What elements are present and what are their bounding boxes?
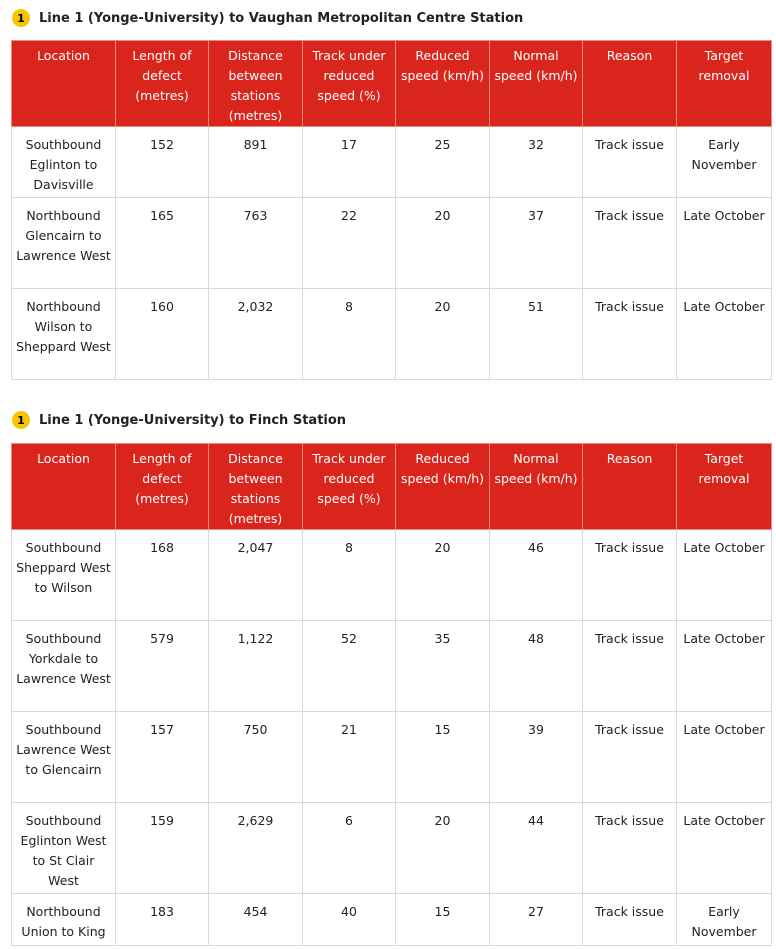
cell-track-percent: 17: [303, 127, 396, 198]
cell-distance: 2,629: [209, 803, 303, 894]
cell-reduced-speed: 20: [396, 198, 490, 289]
cell-target-removal: Late October: [677, 712, 772, 803]
cell-normal-speed: 46: [490, 530, 583, 621]
table-row: [12, 289, 772, 380]
cell-reason: Track issue: [583, 530, 677, 621]
cell-distance: 891: [209, 127, 303, 198]
cell-length: 579: [116, 621, 209, 712]
cell-reduced-speed: 15: [396, 894, 490, 946]
cell-normal-speed: 37: [490, 198, 583, 289]
column-header-track-percent: Track under reduced speed (%): [303, 444, 396, 530]
cell-length: 183: [116, 894, 209, 946]
cell-reduced-speed: 20: [396, 530, 490, 621]
cell-track-percent: 52: [303, 621, 396, 712]
column-header-target-removal: Target removal: [677, 41, 772, 127]
slow-zone-table-vaughan: [11, 40, 772, 380]
table-row: [12, 530, 772, 621]
cell-location: Northbound Glencairn to Lawrence West: [12, 198, 116, 289]
cell-length: 168: [116, 530, 209, 621]
cell-normal-speed: 48: [490, 621, 583, 712]
table-header-row: [12, 41, 772, 127]
cell-location: Southbound Lawrence West to Glencairn: [12, 712, 116, 803]
cell-track-percent: 40: [303, 894, 396, 946]
cell-reason: Track issue: [583, 289, 677, 380]
cell-normal-speed: 39: [490, 712, 583, 803]
cell-reason: Track issue: [583, 803, 677, 894]
cell-track-percent: 8: [303, 289, 396, 380]
cell-reduced-speed: 20: [396, 803, 490, 894]
cell-length: 159: [116, 803, 209, 894]
cell-location: Southbound Yorkdale to Lawrence West: [12, 621, 116, 712]
cell-length: 165: [116, 198, 209, 289]
cell-reason: Track issue: [583, 712, 677, 803]
cell-target-removal: Late October: [677, 621, 772, 712]
cell-normal-speed: 32: [490, 127, 583, 198]
line-1-badge-icon: 1: [12, 9, 30, 27]
cell-track-percent: 6: [303, 803, 396, 894]
cell-track-percent: 21: [303, 712, 396, 803]
cell-reduced-speed: 25: [396, 127, 490, 198]
cell-reduced-speed: 20: [396, 289, 490, 380]
cell-distance: 750: [209, 712, 303, 803]
column-header-location: Location: [12, 41, 116, 127]
column-header-normal-speed: Normal speed (km/h): [490, 41, 583, 127]
cell-target-removal: Late October: [677, 803, 772, 894]
column-header-target-removal: Target removal: [677, 444, 772, 530]
cell-track-percent: 22: [303, 198, 396, 289]
cell-distance: 1,122: [209, 621, 303, 712]
section-heading-finch: [12, 409, 346, 431]
cell-location: Southbound Sheppard West to Wilson: [12, 530, 116, 621]
cell-track-percent: 8: [303, 530, 396, 621]
column-header-reduced-speed: Reduced speed (km/h): [396, 444, 490, 530]
column-header-reason: Reason: [583, 444, 677, 530]
table-row: [12, 712, 772, 803]
cell-target-removal: Late October: [677, 289, 772, 380]
cell-reason: Track issue: [583, 621, 677, 712]
cell-target-removal: Late October: [677, 198, 772, 289]
section-title: Line 1 (Yonge-University) to Finch Station: [39, 412, 347, 428]
cell-location: Southbound Eglinton West to St Clair West: [12, 803, 116, 894]
column-header-location: Location: [12, 444, 116, 530]
cell-distance: 2,047: [209, 530, 303, 621]
column-header-normal-speed: Normal speed (km/h): [490, 444, 583, 530]
cell-reason: Track issue: [583, 198, 677, 289]
column-header-length: Length of defect (metres): [116, 41, 209, 127]
column-header-length: Length of defect (metres): [116, 444, 209, 530]
table-row: [12, 894, 772, 946]
cell-target-removal: Early November: [677, 894, 772, 946]
table-row: [12, 621, 772, 712]
cell-normal-speed: 27: [490, 894, 583, 946]
column-header-distance: Distance between stations (metres): [209, 444, 303, 530]
column-header-distance: Distance between stations (metres): [209, 41, 303, 127]
cell-normal-speed: 44: [490, 803, 583, 894]
table-row: [12, 198, 772, 289]
cell-distance: 2,032: [209, 289, 303, 380]
cell-length: 152: [116, 127, 209, 198]
cell-target-removal: Early November: [677, 127, 772, 198]
cell-distance: 763: [209, 198, 303, 289]
section-heading-vaughan: [12, 7, 523, 29]
line-1-badge-icon: 1: [12, 411, 30, 429]
cell-length: 157: [116, 712, 209, 803]
slow-zone-table-finch: [11, 443, 772, 946]
cell-reduced-speed: 15: [396, 712, 490, 803]
table-row: [12, 803, 772, 894]
column-header-reduced-speed: Reduced speed (km/h): [396, 41, 490, 127]
cell-normal-speed: 51: [490, 289, 583, 380]
cell-distance: 454: [209, 894, 303, 946]
cell-length: 160: [116, 289, 209, 380]
column-header-reason: Reason: [583, 41, 677, 127]
cell-reduced-speed: 35: [396, 621, 490, 712]
cell-location: Northbound Union to King: [12, 894, 116, 946]
cell-location: Southbound Eglinton to Davisville: [12, 127, 116, 198]
column-header-track-percent: Track under reduced speed (%): [303, 41, 396, 127]
table-header-row: [12, 444, 772, 530]
section-title: Line 1 (Yonge-University) to Vaughan Metropolitan Centre Station: [39, 10, 524, 26]
cell-reason: Track issue: [583, 127, 677, 198]
cell-target-removal: Late October: [677, 530, 772, 621]
cell-location: Northbound Wilson to Sheppard West: [12, 289, 116, 380]
cell-reason: Track issue: [583, 894, 677, 946]
table-row: [12, 127, 772, 198]
